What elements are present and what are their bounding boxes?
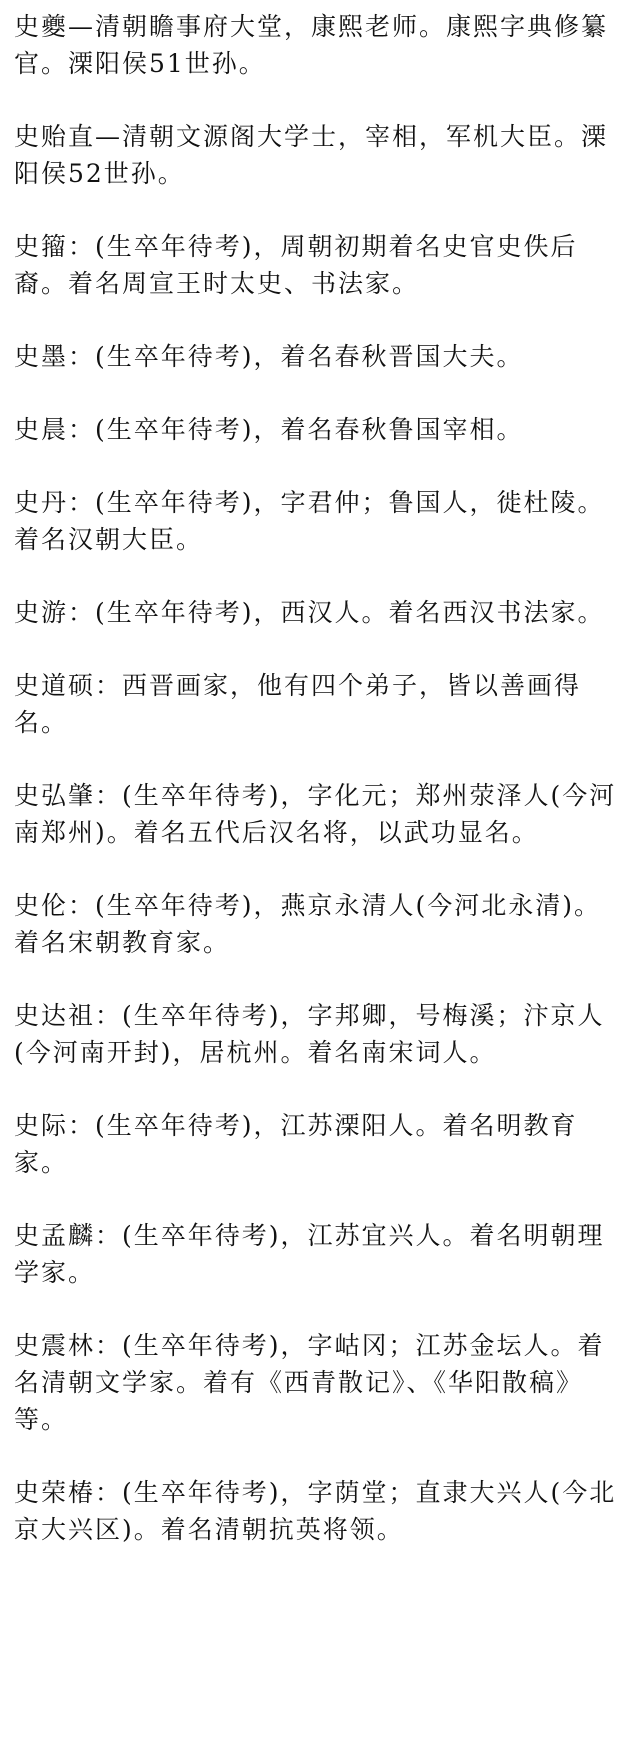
entry-shi-you: 史游：(生卒年待考)，西汉人。着名西汉书法家。 — [14, 598, 605, 627]
entry-shi-zhenlin: 史震林：(生卒年待考)，字岵冈；江苏金坛人。着名清朝文学家。着有《西青散记》、《华阳散稿》等。 — [14, 1331, 605, 1434]
entry-shi-daoshuo: 史道硕：西晋画家，他有四个弟子，皆以善画得名。 — [14, 671, 582, 737]
entry-shi-yizhi: 史贻直—清朝文源阁大学士，宰相，军机大臣。溧阳侯52世孙。 — [14, 122, 609, 188]
entry-shi-rongchun: 史荣椿：(生卒年待考)，字荫堂；直隶大兴人(今北京大兴区)。着名清朝抗英将领。 — [14, 1478, 617, 1544]
entry-shi-zhou: 史籀：(生卒年待考)，周朝初期着名史官史佚后裔。着名周宣王时太史、书法家。 — [14, 232, 578, 298]
entry-shi-kui: 史夔—清朝瞻事府大堂，康熙老师。康熙字典修纂官。溧阳侯51世孙。 — [14, 12, 609, 78]
entry-shi-chen: 史晨：(生卒年待考)，着名春秋鲁国宰相。 — [14, 415, 524, 444]
entry-shi-ji: 史际：(生卒年待考)，江苏溧阳人。着名明教育家。 — [14, 1111, 578, 1177]
entry-shi-lun: 史伦：(生卒年待考)，燕京永清人(今河北永清)。着名宋朝教育家。 — [14, 891, 602, 957]
entry-shi-hongzhao: 史弘肇：(生卒年待考)，字化元；郑州荥泽人(今河南郑州)。着名五代后汉名将，以武功显名。 — [14, 781, 617, 847]
entry-shi-dazu: 史达祖：(生卒年待考)，字邦卿，号梅溪；汴京人(今河南开封)，居杭州。着名南宋词人。 — [14, 1001, 605, 1067]
entry-shi-mo: 史墨：(生卒年待考)，着名春秋晋国大夫。 — [14, 342, 524, 371]
entry-shi-menglin: 史孟麟：(生卒年待考)，江苏宜兴人。着名明朝理学家。 — [14, 1221, 605, 1287]
entry-shi-dan: 史丹：(生卒年待考)，字君仲；鲁国人，徙杜陵。着名汉朝大臣。 — [14, 488, 605, 554]
